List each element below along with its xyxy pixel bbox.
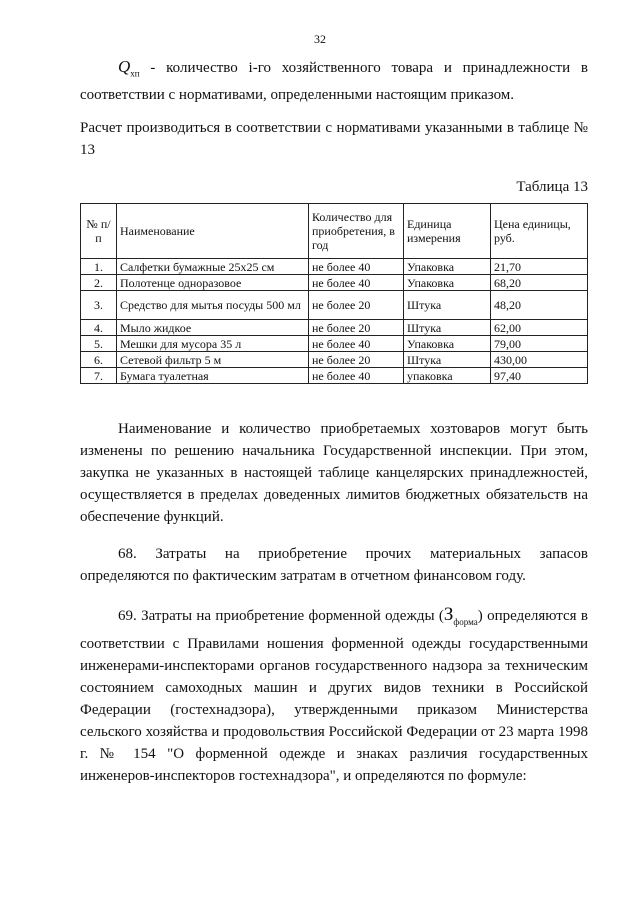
row-name: Средство для мытья посуды 500 мл [117, 291, 309, 320]
row-price: 21,70 [491, 259, 588, 275]
row-number: 4. [81, 320, 117, 336]
table-row [81, 368, 588, 384]
table-row [81, 259, 588, 275]
row-number: 3. [81, 291, 117, 320]
row-quantity: не более 20 [309, 291, 404, 320]
row-unit: Упаковка [404, 336, 491, 352]
row-quantity: не более 40 [309, 259, 404, 275]
uniform-cost-symbol: $З_{форма}$ [443, 604, 478, 627]
row-price: 79,00 [491, 336, 588, 352]
header-unit: Единица измерения [404, 204, 491, 259]
row-name: Сетевой фильтр 5 м [117, 352, 309, 368]
table-row [81, 275, 588, 291]
row-price: 68,20 [491, 275, 588, 291]
row-unit: Штука [404, 352, 491, 368]
row-unit: Упаковка [404, 259, 491, 275]
quantity-symbol: $Q_{хп}$ [118, 57, 140, 79]
row-number: 6. [81, 352, 117, 368]
row-quantity: не более 40 [309, 336, 404, 352]
table-row [81, 336, 588, 352]
row-price: 430,00 [491, 352, 588, 368]
row-number: 5. [81, 336, 117, 352]
row-price: 62,00 [491, 320, 588, 336]
intro-text: - количество i-го хозяйственного товара и принадлежности в соответствии с нормативами, определенными настоящим приказом. [80, 60, 588, 104]
table-row [81, 291, 588, 320]
row-quantity: не более 20 [309, 320, 404, 336]
table-caption: Таблица 13 [516, 179, 588, 195]
calculation-paragraph: Расчет производиться в соответствии с нормативами указанными в таблице № 13 [80, 120, 588, 158]
intro-paragraph [80, 56, 588, 106]
supplies-table [80, 203, 588, 384]
row-unit: Штука [404, 320, 491, 336]
row-name: Салфетки бумажные 25x25 см [117, 259, 309, 275]
row-unit: Упаковка [404, 275, 491, 291]
row-price: 97,40 [491, 368, 588, 384]
row-unit: Штука [404, 291, 491, 320]
row-number: 1. [81, 259, 117, 275]
row-price: 48,20 [491, 291, 588, 320]
row-name: Бумага туалетная [117, 368, 309, 384]
page-number: 32 [314, 32, 326, 46]
table-row [81, 320, 588, 336]
header-number: № п/п [81, 204, 117, 259]
paragraph-after-table: Наименование и количество приобретаемых хозтоваров могут быть изменены по решению начальника Государственной инспекции. При этом, закупка не указанных в настоящей таблице канцелярских принадлежностей, осуществляется в пределах доведенных лимитов бюджетных обязательств на обеспечение функций. [80, 421, 588, 525]
header-name: Наименование [117, 204, 309, 259]
header-price: Цена единицы, руб. [491, 204, 588, 259]
header-quantity: Количество для приобретения, в год [309, 204, 404, 259]
row-name: Полотенце одноразовое [117, 275, 309, 291]
table-header-row [81, 204, 588, 259]
row-number: 2. [81, 275, 117, 291]
row-quantity: не более 40 [309, 275, 404, 291]
row-name: Мыло жидкое [117, 320, 309, 336]
table-row [81, 352, 588, 368]
row-name: Мешки для мусора 35 л [117, 336, 309, 352]
paragraph-69: 69. Затраты на приобретение форменной одежды $(З_{форма})$ определяются в соответствии с Правилами ношения форменной одежды государственными инженерами-инспекторами органов государственного надзора за техническим состоянием самоходных машин и других видов техники в Российской Федерации (гостехнадзора), утвержденными приказом Министерства сельского хозяйства и продовольствия Российской Федерации от 23 марта 1998 г. № 154 "О форменной одежде и знаках различия государственных инженеров-инспекторов гостехнадзора", и определяются по формуле: [80, 604, 588, 784]
row-number: 7. [81, 368, 117, 384]
row-unit: упаковка [404, 368, 491, 384]
row-quantity: не более 40 [309, 368, 404, 384]
row-quantity: не более 20 [309, 352, 404, 368]
paragraph-68: 68. Затраты на приобретение прочих материальных запасов определяются по фактическим затратам в отчетном финансовом году. [80, 546, 588, 584]
